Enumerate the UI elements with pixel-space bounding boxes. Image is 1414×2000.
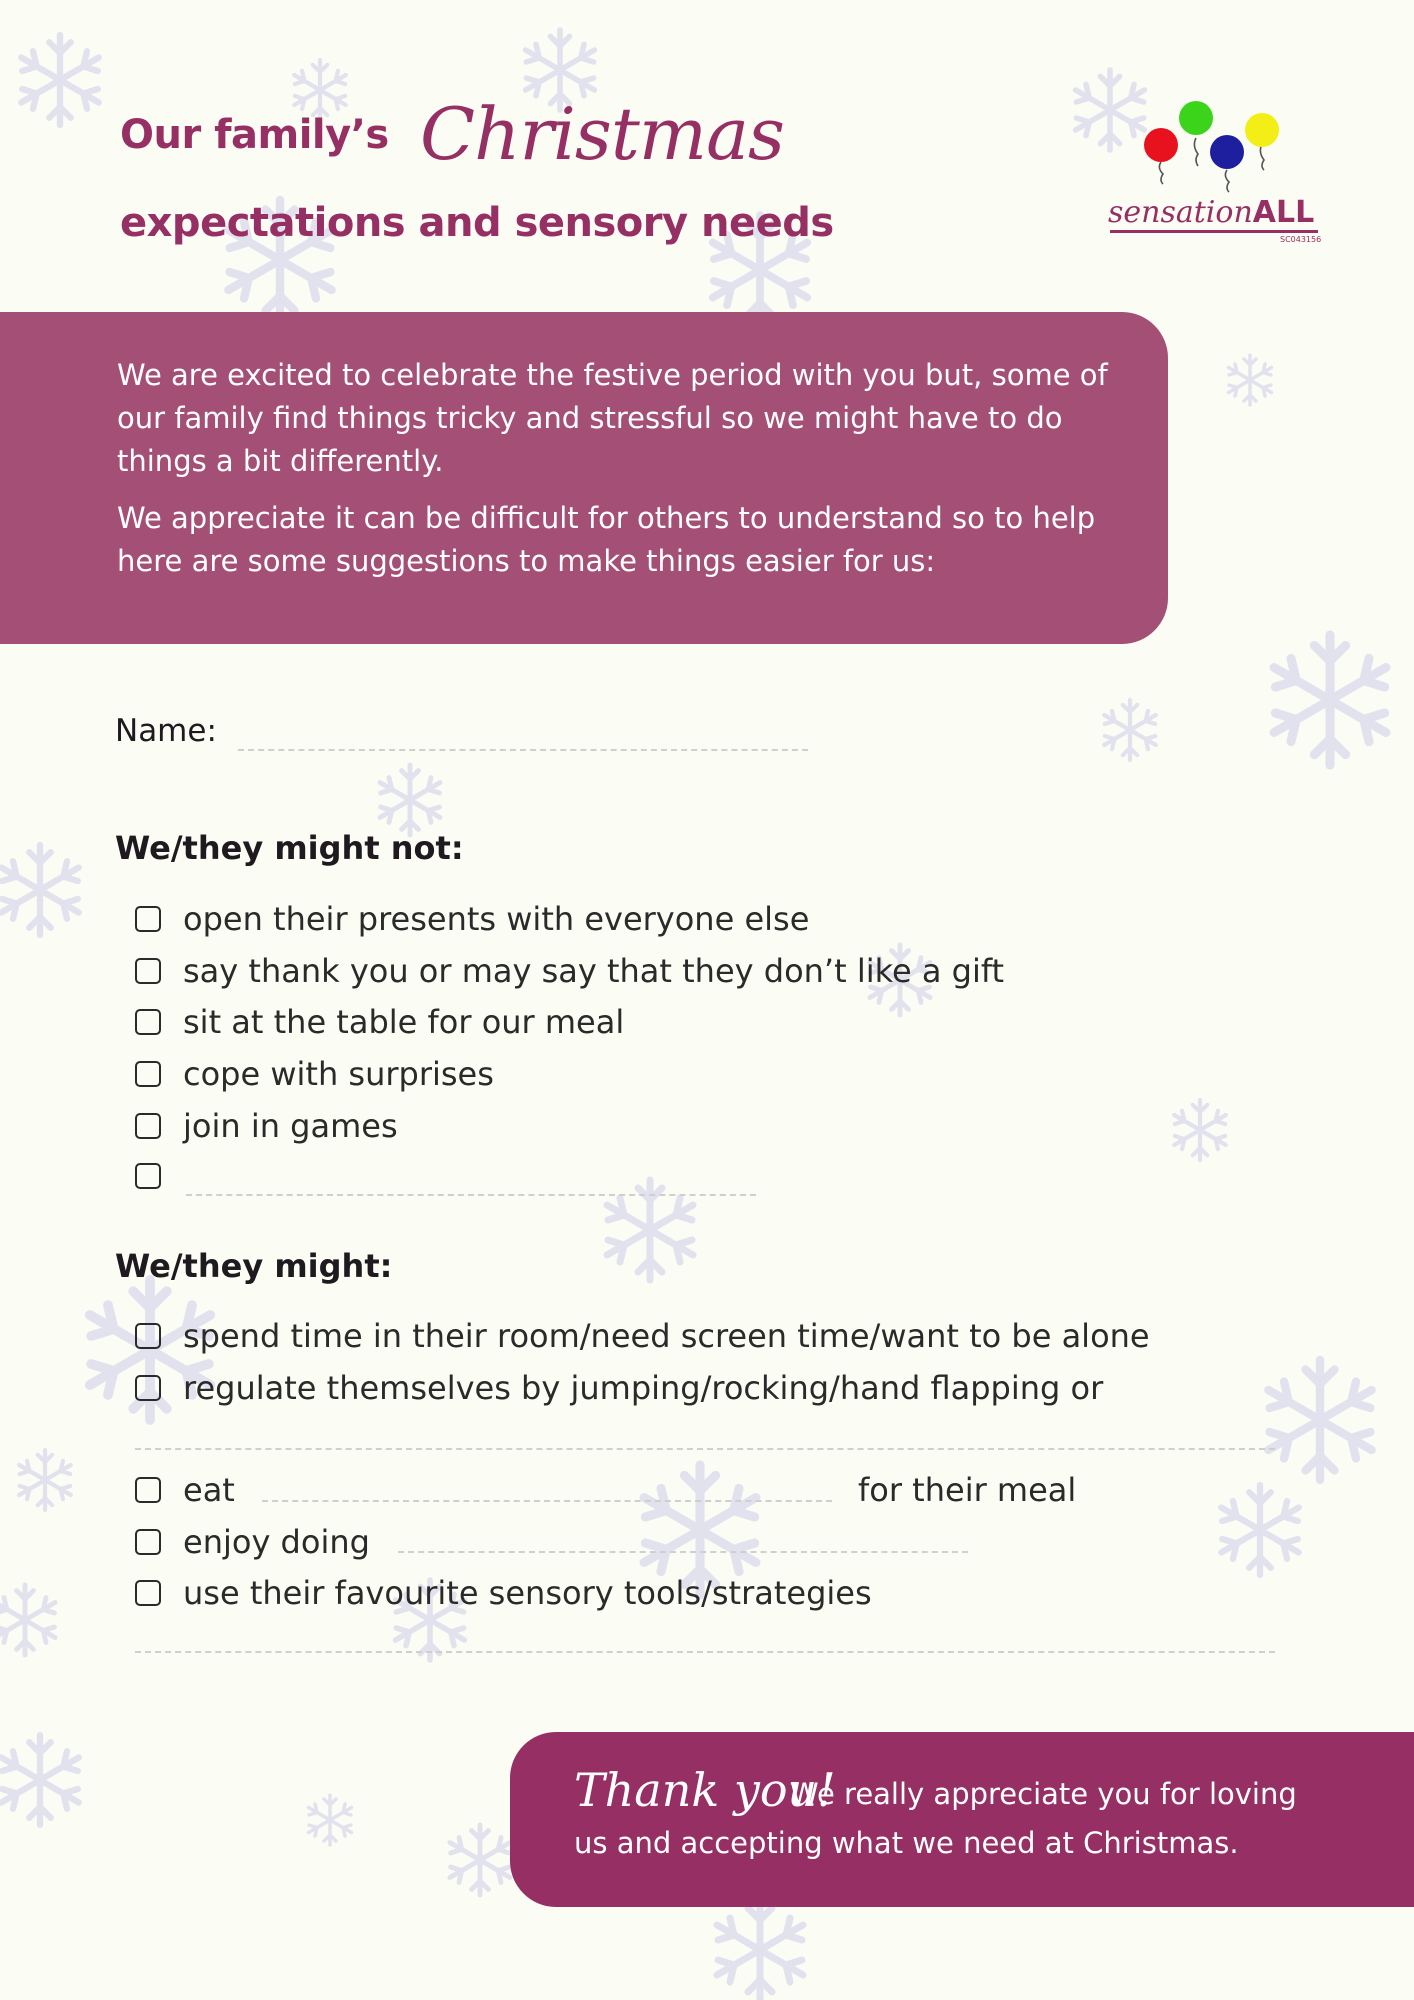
might-not-item xyxy=(135,1106,398,1146)
thanks-line-2: us and accepting what we need at Christmas. xyxy=(574,1826,1239,1860)
might-not-item xyxy=(135,951,1004,991)
checkbox-label: eat xyxy=(183,1471,235,1509)
checkbox-label: say thank you or may say that they don’t like a gift xyxy=(183,952,1005,990)
checkbox-label: enjoy doing xyxy=(183,1523,370,1561)
name-label: Name: xyxy=(115,713,217,749)
might-item xyxy=(135,1573,872,1613)
checkbox[interactable] xyxy=(135,1113,161,1139)
checkbox[interactable] xyxy=(135,1580,161,1606)
page-title-script: Christmas xyxy=(420,92,784,176)
might-not-heading: We/they might not: xyxy=(115,829,464,867)
thank-you-script: Thank you! xyxy=(574,1763,836,1817)
checkbox[interactable] xyxy=(135,1477,161,1503)
blank-line[interactable] xyxy=(135,1651,1275,1653)
eat-field[interactable] xyxy=(262,1500,832,1502)
checkbox-label: regulate themselves by jumping/rocking/hand flapping or xyxy=(183,1369,1104,1407)
checkbox-label: sit at the table for our meal xyxy=(183,1003,625,1041)
blank-line[interactable] xyxy=(186,1194,756,1196)
checkbox[interactable] xyxy=(135,1009,161,1035)
blank-line[interactable] xyxy=(135,1448,1275,1450)
checkbox[interactable] xyxy=(135,1375,161,1401)
yellow-balloon xyxy=(1245,113,1279,147)
red-balloon xyxy=(1144,128,1178,162)
logo-underline xyxy=(1110,230,1318,233)
checkbox[interactable] xyxy=(135,1061,161,1087)
green-balloon xyxy=(1179,101,1213,135)
blue-balloon xyxy=(1210,135,1244,169)
logo-script: sensation xyxy=(1108,195,1253,230)
page-title-line2: expectations and sensory needs xyxy=(120,200,834,246)
might-not-item xyxy=(135,1054,494,1094)
logo-wordmark xyxy=(1108,195,1314,230)
might-item xyxy=(135,1368,1103,1408)
checkbox-label: use their favourite sensory tools/strategies xyxy=(183,1574,872,1612)
page-title-line1: Our family’s xyxy=(120,112,389,158)
might-not-item xyxy=(135,899,809,939)
checkbox[interactable] xyxy=(135,906,161,932)
logo-registration: SC043156 xyxy=(1280,235,1322,244)
checkbox-label: cope with surprises xyxy=(183,1055,494,1093)
thanks-line-1: We really appreciate you for loving xyxy=(790,1777,1297,1811)
might-not-item-blank xyxy=(135,1156,183,1196)
checkbox-label: join in games xyxy=(183,1107,398,1145)
checkbox[interactable] xyxy=(135,1323,161,1349)
might-heading: We/they might: xyxy=(115,1247,393,1285)
might-item xyxy=(135,1316,1150,1356)
checkbox-label: spend time in their room/need screen time/want to be alone xyxy=(183,1317,1150,1355)
checkbox-label: open their presents with everyone else xyxy=(183,900,810,938)
might-not-item xyxy=(135,1002,624,1042)
might-item xyxy=(135,1470,235,1510)
checkbox[interactable] xyxy=(135,958,161,984)
logo-bold: ALL xyxy=(1252,195,1315,230)
enjoy-field[interactable] xyxy=(398,1551,968,1553)
might-item xyxy=(135,1522,370,1562)
meal-suffix-label: for their meal xyxy=(858,1471,1077,1509)
intro-paragraph-2: We appreciate it can be difficult for others to understand so to help here are some suggestions to make things easier for us: xyxy=(117,501,1096,578)
name-field[interactable] xyxy=(238,749,808,751)
checkbox[interactable] xyxy=(135,1529,161,1555)
intro-paragraph-1: We are excited to celebrate the festive period with you but, some of our family find things tricky and stressful so we might have to do things a bit differently. xyxy=(117,358,1108,478)
checkbox[interactable] xyxy=(135,1163,161,1189)
thanks-panel xyxy=(510,1732,1414,1907)
